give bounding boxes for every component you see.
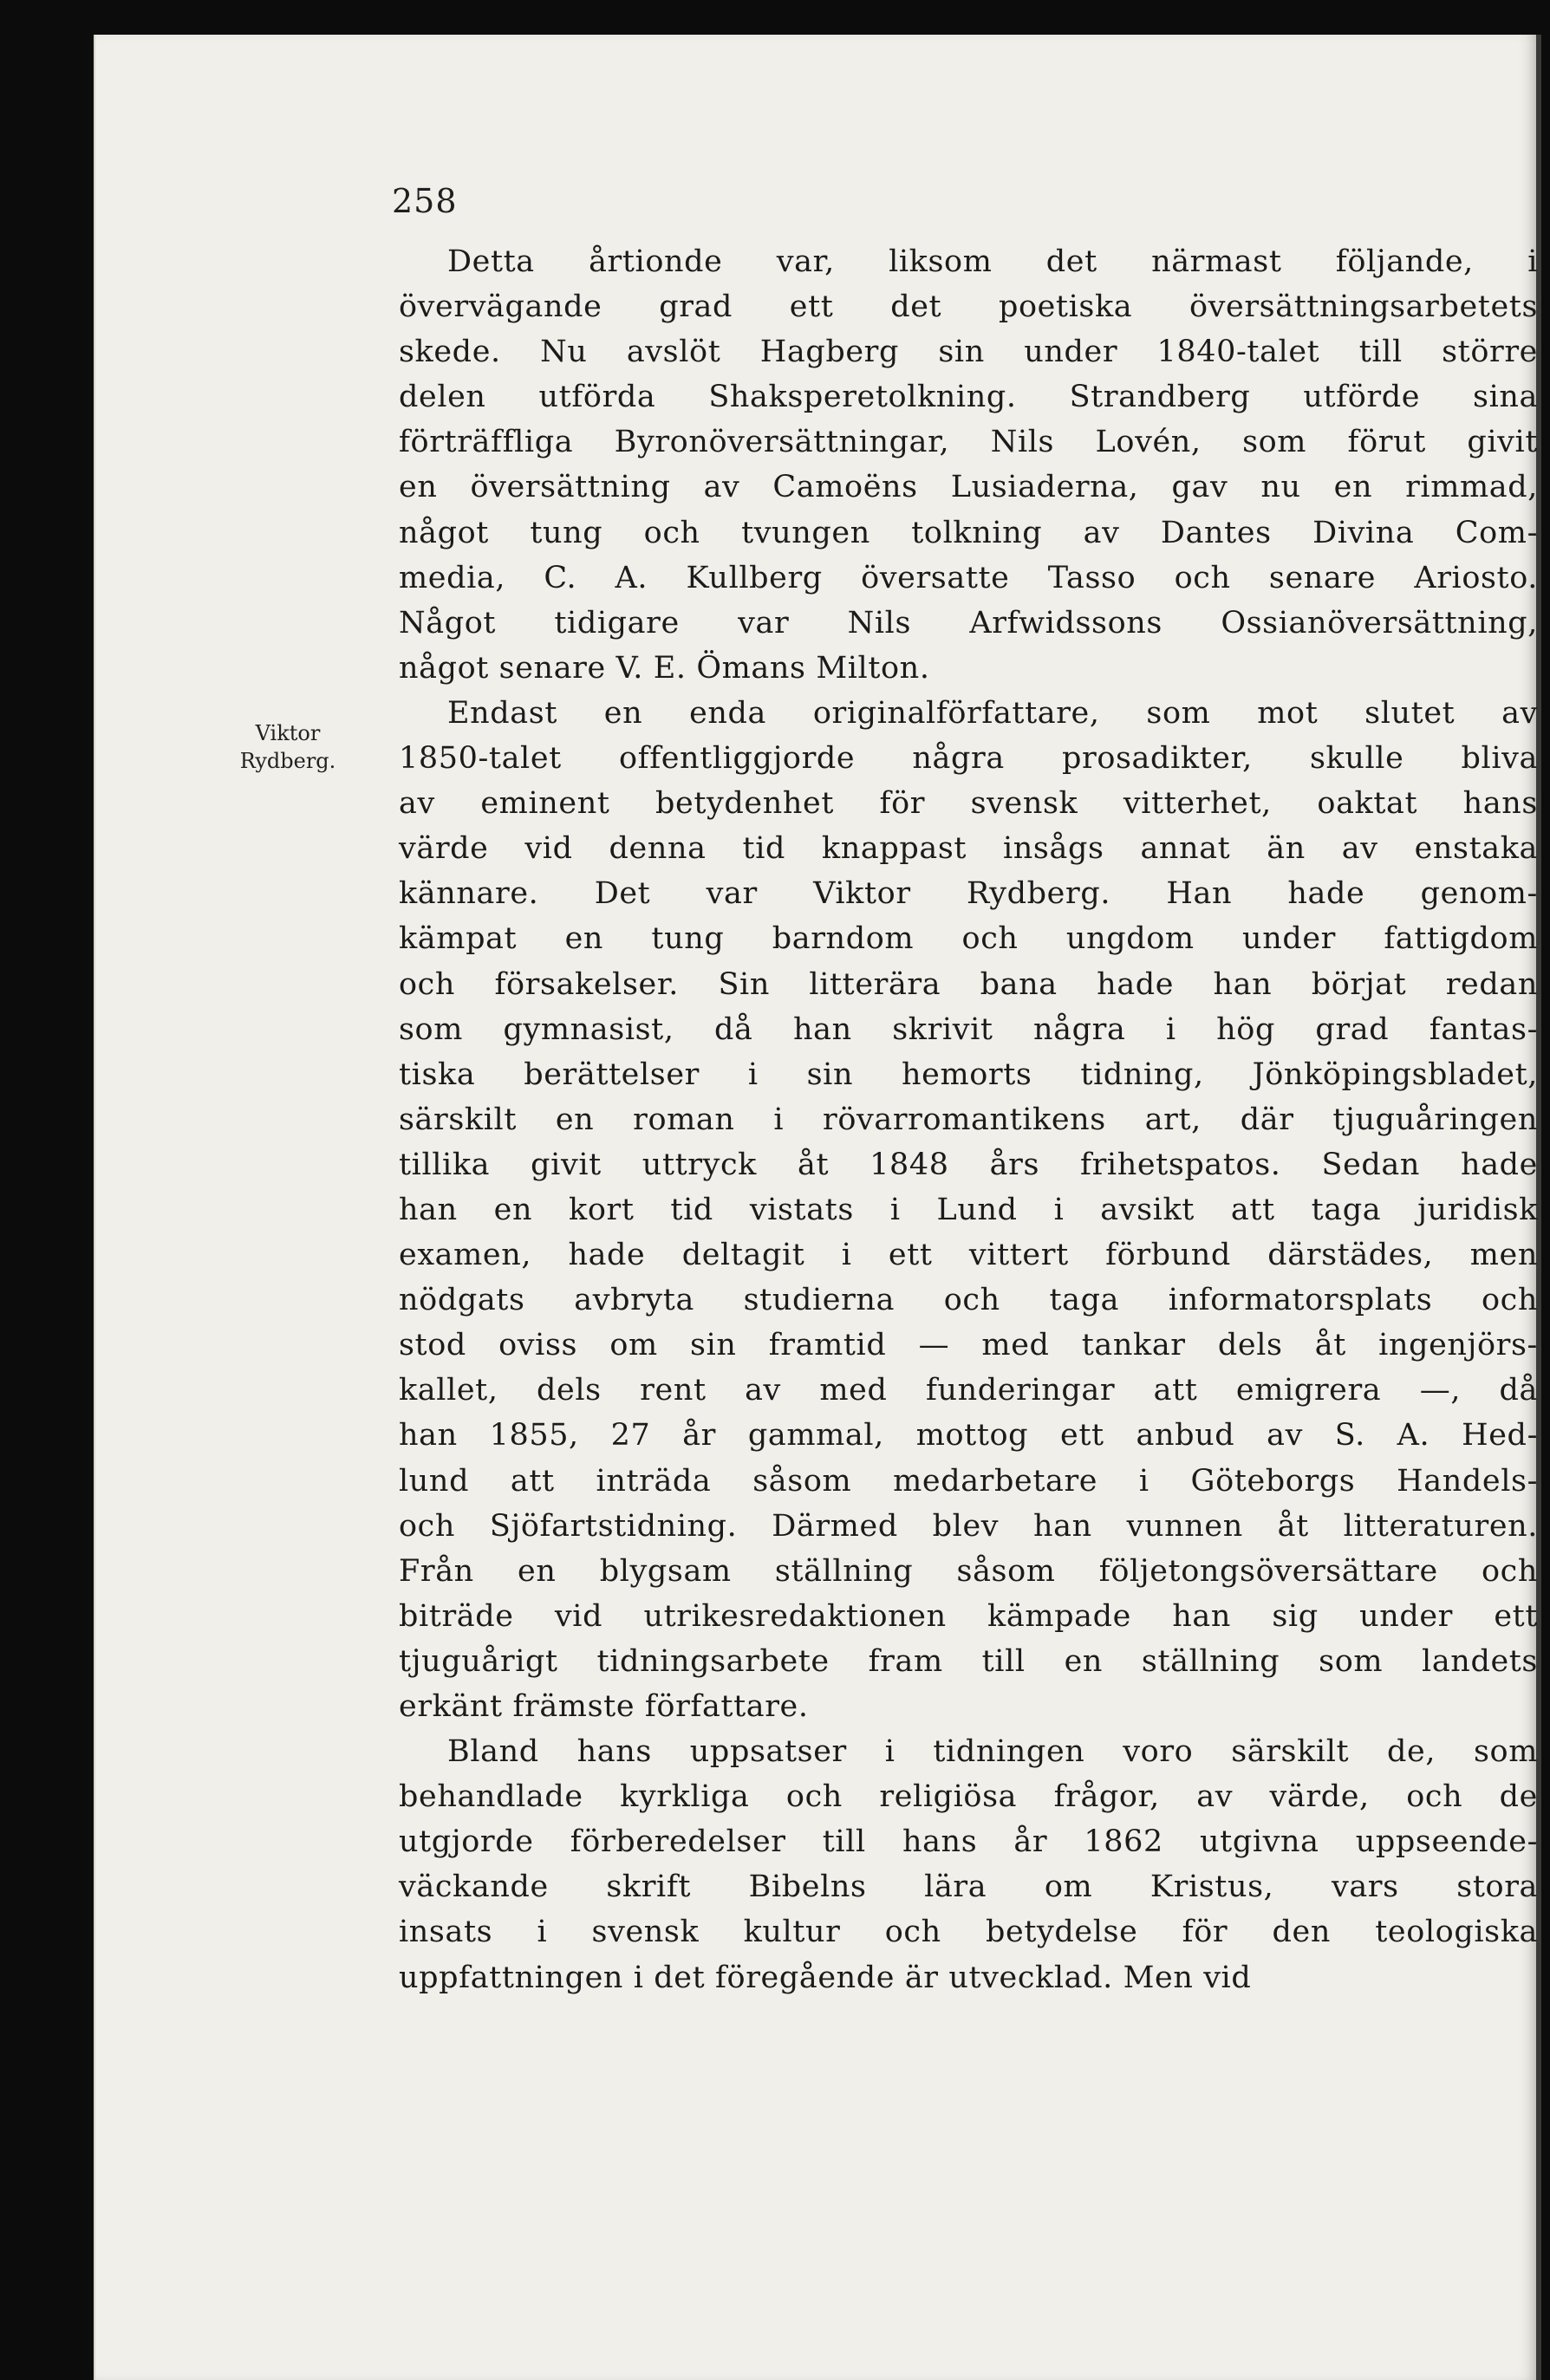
text-line: av eminent betydenhet för svensk vitterhet, oaktat hans [399, 786, 1538, 822]
text-line: lund att inträda såsom medarbetare i Göteborgs Handels- [399, 1463, 1538, 1499]
margin-note [236, 719, 340, 776]
text-line: kämpat en tung barndom och ungdom under fattigdom [399, 921, 1538, 957]
text-line: han 1855, 27 år gammal, mottog ett anbud av S. A. Hed- [399, 1418, 1538, 1453]
text-line: erkänt främste författare. [399, 1689, 809, 1724]
text-line: stod oviss om sin framtid — med tankar dels åt ingenjörs- [399, 1328, 1538, 1363]
page-number: 258 [392, 182, 458, 220]
paragraph [399, 239, 1538, 691]
text-line: förträffliga Byronöversättningar, Nils Lovén, som förut givit [399, 425, 1538, 460]
text-line: delen utförda Shaksperetolkning. Strandberg utförde sina [399, 380, 1538, 415]
text-line: nödgats avbryta studierna och taga informatorsplats och [399, 1283, 1538, 1318]
paragraph [399, 691, 1538, 1729]
text-line: tiska berättelser i sin hemorts tidning, Jönköpingsbladet, [399, 1057, 1538, 1092]
text-line: han en kort tid vistats i Lund i avsikt att taga juridisk [399, 1192, 1538, 1227]
text-line: som gymnasist, då han skrivit några i hög grad fantas- [399, 1011, 1538, 1047]
text-line: 1850-talet offentliggjorde några prosadikter, skulle bliva [399, 741, 1538, 777]
paragraph [399, 1729, 1538, 2000]
text-line: och Sjöfartstidning. Därmed blev han vunnen åt litteraturen. [399, 1508, 1538, 1544]
text-line: insats i svensk kultur och betydelse för den teologiska [399, 1915, 1538, 1950]
margin-note-line: Viktor [255, 721, 321, 745]
text-line: kallet, dels rent av med funderingar att emigrera —, då [399, 1373, 1538, 1408]
text-line: väckande skrift Bibelns lära om Kristus, vars stora [399, 1870, 1538, 1905]
text-line: övervägande grad ett det poetiska översättningsarbetets [399, 289, 1538, 325]
text-line: Endast en enda originalförfattare, som mot slutet av [447, 695, 1538, 731]
text-line: behandlade kyrkliga och religiösa frågor, av värde, och de [399, 1779, 1538, 1815]
body-text [399, 239, 1538, 2000]
text-line: Något tidigare var Nils Arfwidssons Ossianöversättning, [399, 605, 1538, 641]
text-line: en översättning av Camoëns Lusiaderna, gav nu en rimmad, [399, 470, 1538, 505]
text-line: särskilt en roman i rövarromantikens art, där tjuguåringen [399, 1102, 1538, 1137]
text-line: Bland hans uppsatser i tidningen voro särskilt de, som [447, 1734, 1538, 1770]
text-line: tillika givit uttryck åt 1848 års frihetspatos. Sedan hade [399, 1147, 1538, 1182]
text-line: examen, hade deltagit i ett vittert förbund därstädes, men [399, 1238, 1538, 1273]
text-line: media, C. A. Kullberg översatte Tasso och senare Ariosto. [399, 560, 1538, 595]
text-line: något tung och tvungen tolkning av Dantes Divina Com- [399, 515, 1538, 550]
text-line: något senare V. E. Ömans Milton. [399, 650, 930, 686]
text-line: utgjorde förberedelser till hans år 1862 utgivna uppseende- [399, 1824, 1538, 1860]
text-line: kännare. Det var Viktor Rydberg. Han hade genom- [399, 876, 1538, 912]
book-page [94, 35, 1541, 2380]
text-line: Detta årtionde var, liksom det närmast följande, i [447, 244, 1538, 279]
text-line: skede. Nu avslöt Hagberg sin under 1840-talet till större [399, 335, 1538, 370]
text-line: Från en blygsam ställning såsom följetongsöversättare och [399, 1553, 1538, 1589]
text-line: tjuguårigt tidningsarbete fram till en ställning som landets [399, 1643, 1538, 1679]
text-line: uppfattningen i det föregående är utvecklad. Men vid [399, 1960, 1252, 1995]
text-line: värde vid denna tid knappast insågs annat än av enstaka [399, 831, 1538, 867]
text-line: och försakelser. Sin litterära bana hade han börjat redan [399, 966, 1538, 1002]
margin-note-line: Rydberg. [239, 749, 336, 774]
text-line: biträde vid utrikesredaktionen kämpade han sig under ett [399, 1598, 1538, 1634]
